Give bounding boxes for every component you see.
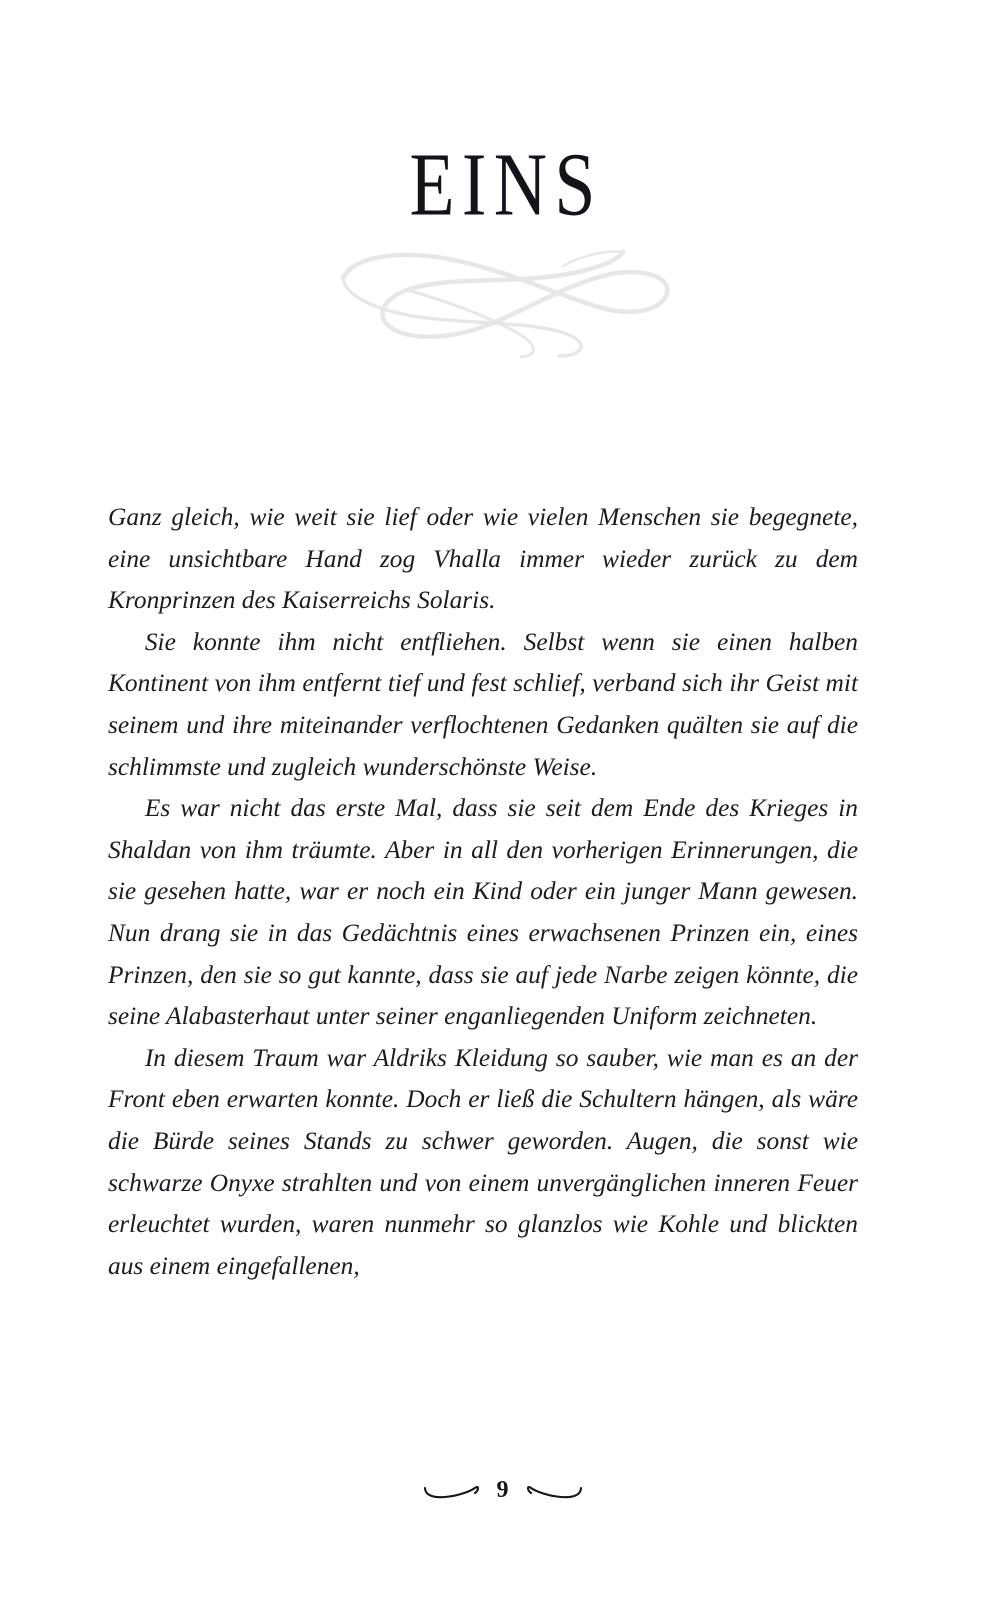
swash-ornament-right-icon	[525, 1482, 583, 1500]
chapter-title: EINS	[409, 135, 603, 235]
page-number: 9	[496, 1477, 509, 1503]
chapter-header	[0, 135, 1005, 235]
chapter-ornament	[0, 238, 1005, 358]
calligraphic-flourish-icon	[323, 238, 683, 358]
paragraph-4: In diesem Traum war Aldriks Kleidung so sauber, wie man es an der Front eben erwarten konnte. Doch er ließ die Schultern hängen, als wäre die Bürde seines Stands zu schwer geworden. Augen, die sonst wie schwarze Onyxe strahlten und von einem unvergänglichen inneren Feuer erleuchtet wurden, waren nunmehr so glanzlos wie Kohle und blickten aus einem eingefallenen,	[108, 1043, 858, 1280]
page-footer	[0, 1478, 1005, 1504]
paragraph-2: Sie konnte ihm nicht entfliehen. Selbst wenn sie einen halben Kontinent von ihm entfernt tief und fest schlief, verband sich ihr Geist mit seinem und ihre miteinander verflochtenen Gedanken quälten sie auf die schlimmste und zugleich wunderschönste Weise.	[108, 627, 858, 781]
swash-ornament-left-icon	[423, 1482, 481, 1500]
paragraph-3: Es war nicht das erste Mal, dass sie seit dem Ende des Krieges in Shaldan von ihm träumte. Aber in all den vorherigen Erinnerungen, die sie gesehen hatte, war er noch ein Kind oder ein junger Mann gewesen. Nun drang sie in das Gedächtnis eines erwachsenen Prinzen ein, eines Prinzen, den sie so gut kannte, dass sie auf jede Narbe zeigen könnte, die seine Alabasterhaut unter seiner enganliegenden Uniform zeichneten.	[108, 794, 858, 1031]
body-text	[108, 497, 858, 1287]
paragraph-1: Ganz gleich, wie weit sie lief oder wie vielen Menschen sie begegnete, eine unsichtbare Hand zog Vhalla immer wieder zurück zu dem Kronprinzen des Kaiserreichs Solaris.	[108, 503, 858, 615]
